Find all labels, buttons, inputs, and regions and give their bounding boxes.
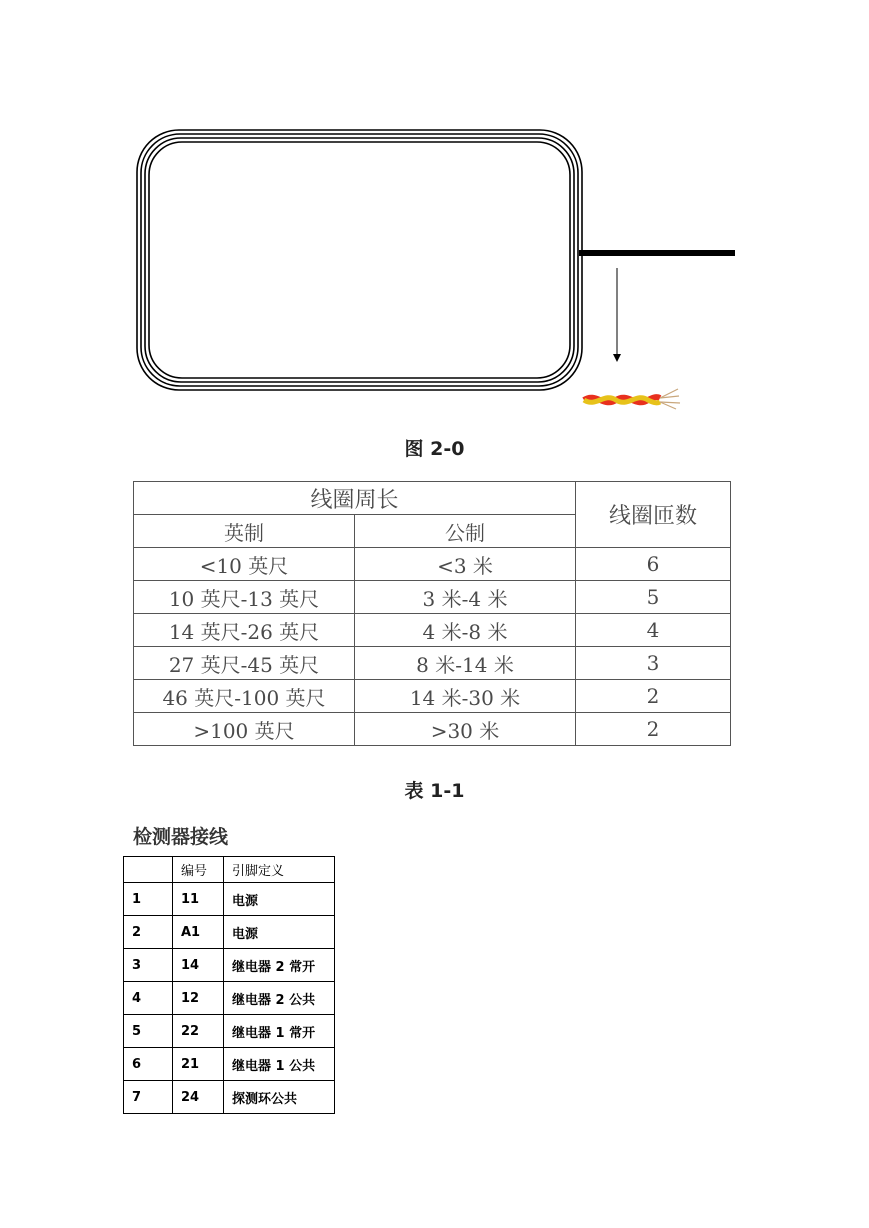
table-row [124, 916, 335, 949]
table-row [124, 982, 335, 1015]
header-perimeter: 线圈周长 [134, 482, 576, 515]
table-row [134, 680, 731, 713]
coil-turns-table [133, 481, 731, 746]
cell-turns: 4 [576, 614, 731, 647]
cell-imperial: 27 英尺-45 英尺 [134, 647, 355, 680]
table-row [134, 548, 731, 581]
cell-index: 3 [124, 949, 173, 982]
cell-definition: 电源 [224, 883, 335, 916]
loop-coil-icon [137, 130, 582, 390]
figure-caption: 图 2-0 [404, 438, 465, 460]
table-row [134, 614, 731, 647]
header-index [124, 857, 173, 883]
cell-turns: 2 [576, 680, 731, 713]
cell-number: A1 [173, 916, 224, 949]
cell-number: 21 [173, 1048, 224, 1081]
cell-number: 22 [173, 1015, 224, 1048]
cell-definition: 继电器 2 常开 [224, 949, 335, 982]
cell-index: 1 [124, 883, 173, 916]
cell-metric: 4 米-8 米 [355, 614, 576, 647]
pointer-arrow [613, 268, 621, 362]
cell-index: 4 [124, 982, 173, 1015]
cell-number: 11 [173, 883, 224, 916]
cell-index: 6 [124, 1048, 173, 1081]
cell-imperial: 14 英尺-26 英尺 [134, 614, 355, 647]
cell-imperial: <10 英尺 [134, 548, 355, 581]
cell-index: 5 [124, 1015, 173, 1048]
cell-number: 14 [173, 949, 224, 982]
table-row [134, 581, 731, 614]
cell-definition: 探测环公共 [224, 1081, 335, 1114]
cell-turns: 3 [576, 647, 731, 680]
cell-imperial: 46 英尺-100 英尺 [134, 680, 355, 713]
header-metric: 公制 [355, 515, 576, 548]
pin-definition-table [123, 856, 335, 1114]
cell-turns: 5 [576, 581, 731, 614]
table-row [124, 1015, 335, 1048]
table-row [134, 647, 731, 680]
cell-definition: 继电器 2 公共 [224, 982, 335, 1015]
cell-imperial: 10 英尺-13 英尺 [134, 581, 355, 614]
cell-definition: 继电器 1 公共 [224, 1048, 335, 1081]
table-header-row [124, 857, 335, 883]
header-definition: 引脚定义 [224, 857, 335, 883]
table-header-row [134, 482, 731, 515]
table-caption: 表 1-1 [404, 780, 465, 802]
cell-index: 7 [124, 1081, 173, 1114]
cell-definition: 继电器 1 常开 [224, 1015, 335, 1048]
table-row [124, 1048, 335, 1081]
cell-number: 12 [173, 982, 224, 1015]
header-number: 编号 [173, 857, 224, 883]
header-turns: 线圈匝数 [576, 482, 731, 548]
cell-metric: <3 米 [355, 548, 576, 581]
cell-metric: >30 米 [355, 713, 576, 746]
cell-metric: 8 米-14 米 [355, 647, 576, 680]
header-imperial: 英制 [134, 515, 355, 548]
cell-index: 2 [124, 916, 173, 949]
cell-turns: 2 [576, 713, 731, 746]
table-row [124, 949, 335, 982]
cell-turns: 6 [576, 548, 731, 581]
cell-metric: 14 米-30 米 [355, 680, 576, 713]
cell-imperial: >100 英尺 [134, 713, 355, 746]
twisted-wire-icon [584, 389, 680, 409]
table-row [124, 1081, 335, 1114]
cell-definition: 电源 [224, 916, 335, 949]
loop-coil-figure [0, 0, 869, 430]
table-row [124, 883, 335, 916]
cell-number: 24 [173, 1081, 224, 1114]
cell-metric: 3 米-4 米 [355, 581, 576, 614]
table-row [134, 713, 731, 746]
wiring-section-title: 检测器接线 [133, 826, 229, 848]
